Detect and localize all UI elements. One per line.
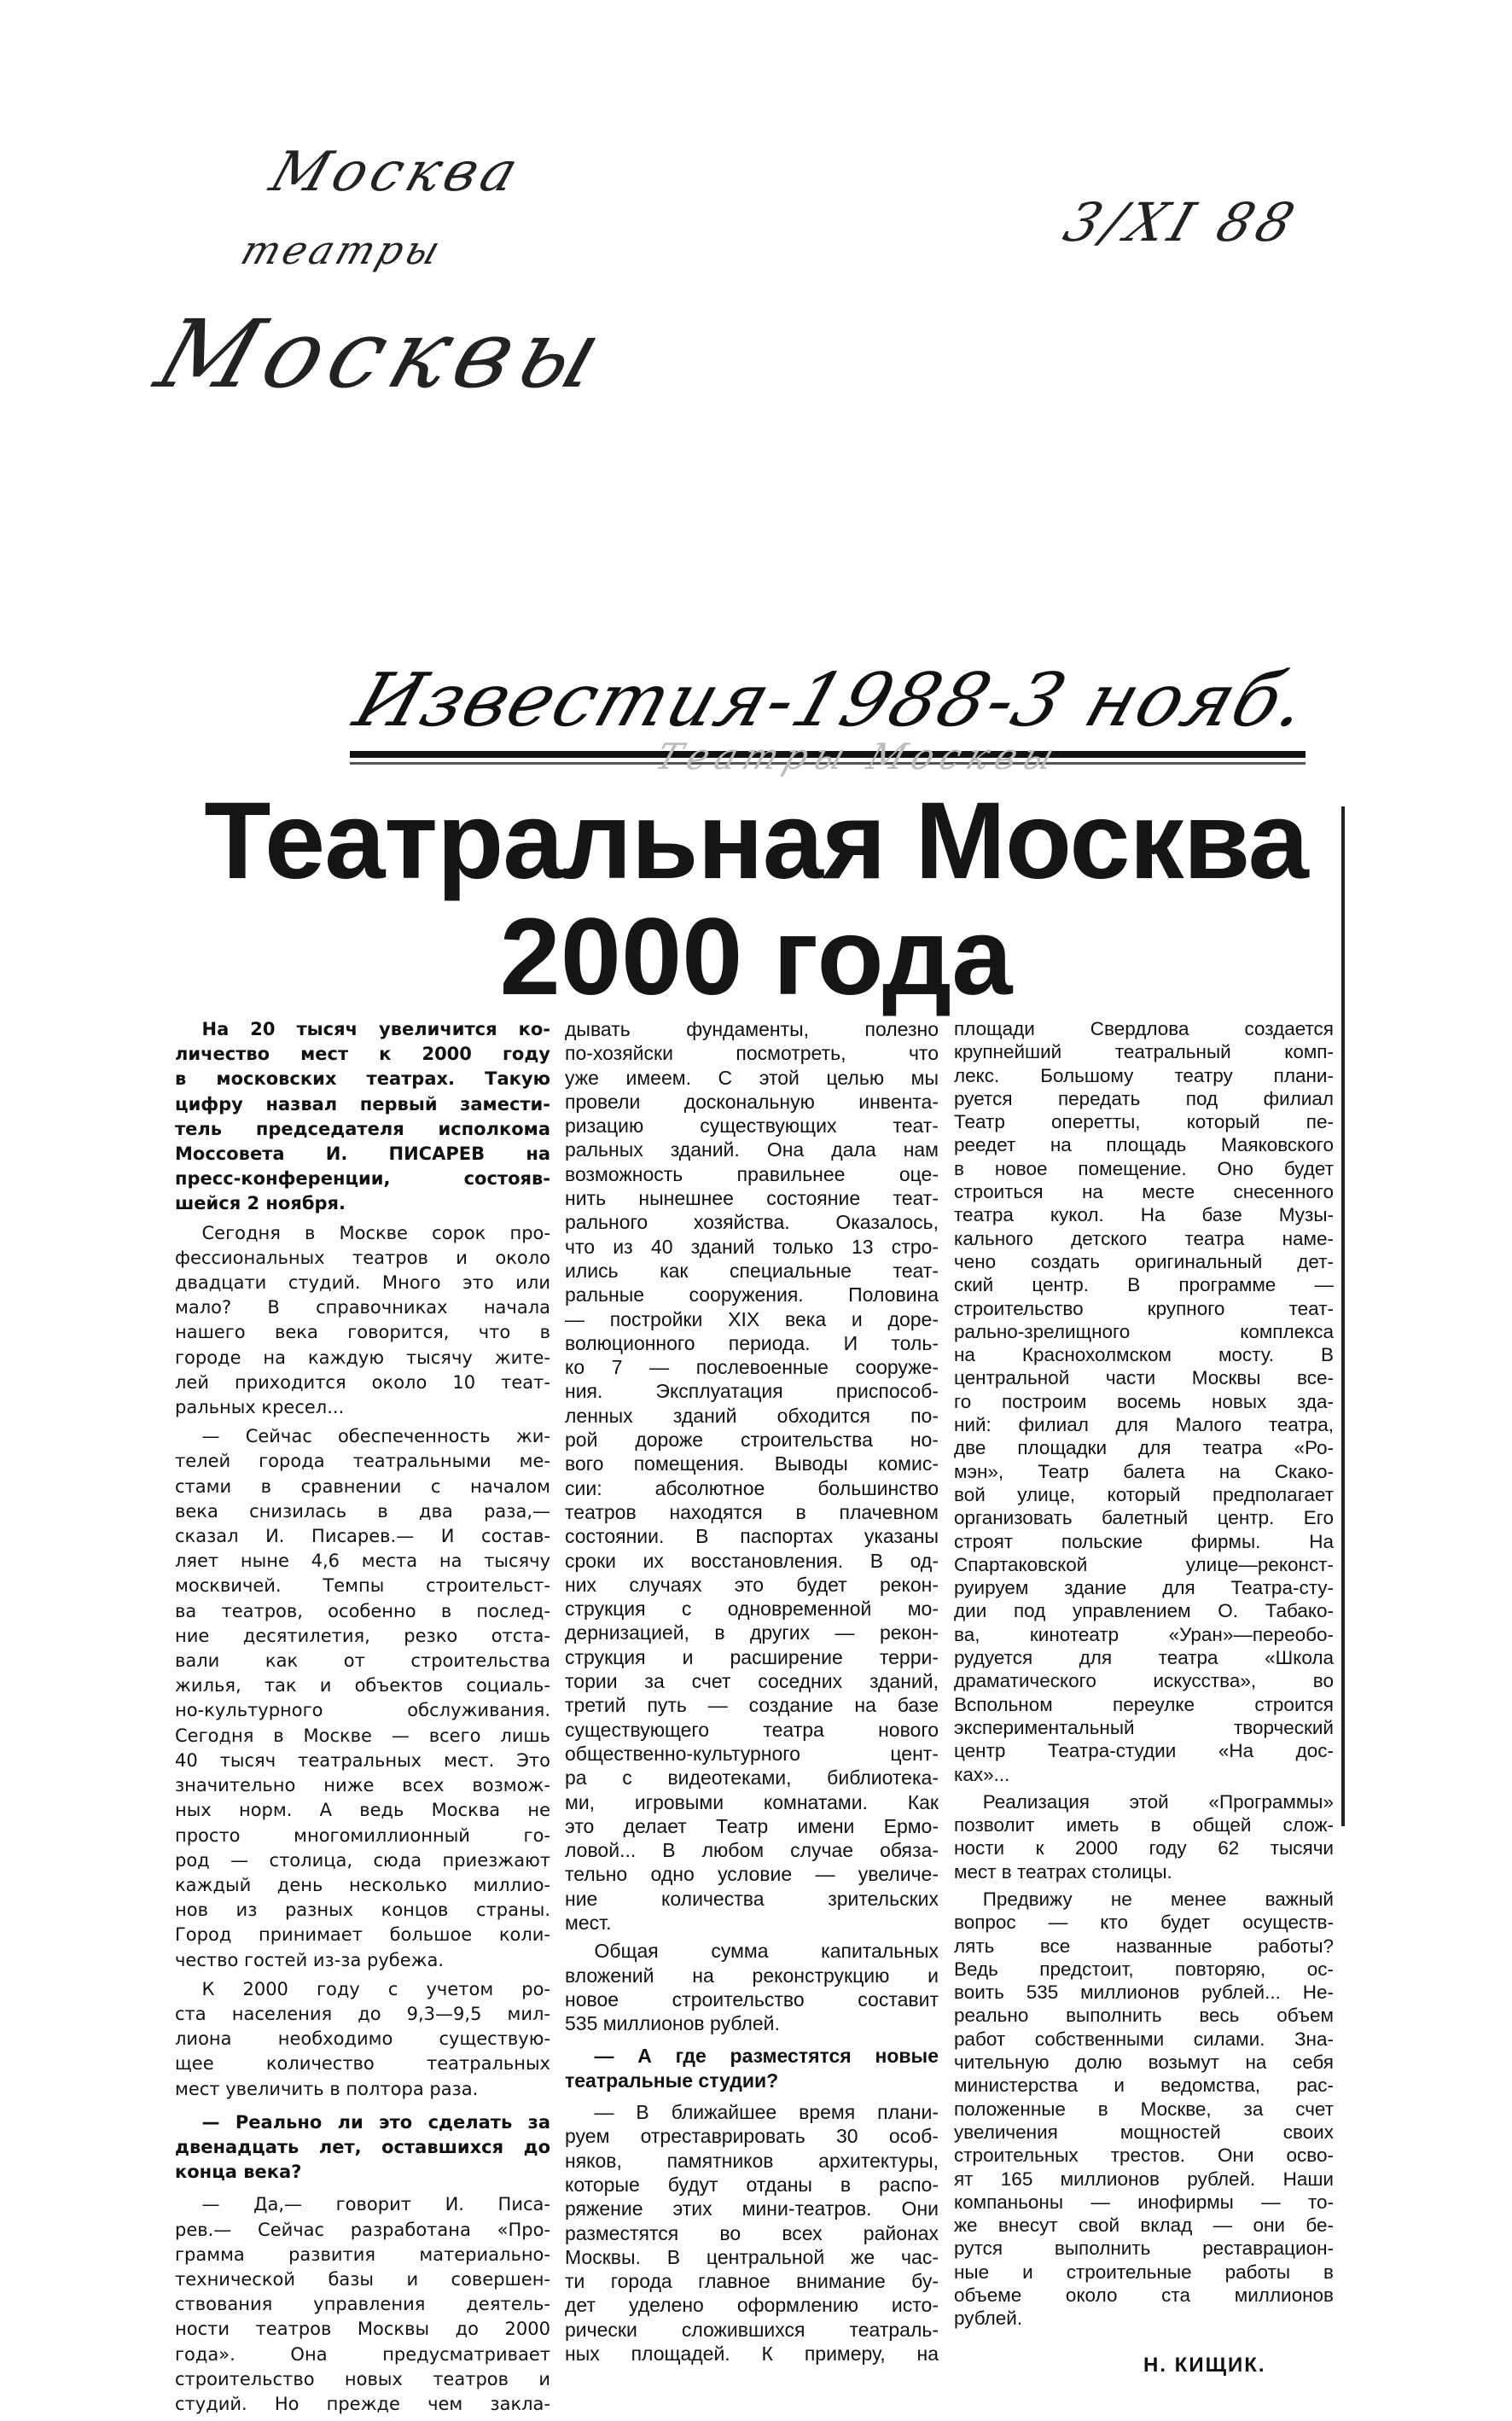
paragraph: [175, 1977, 550, 2102]
paragraph: [954, 1888, 1334, 2331]
text-line: драматического искусства», во: [954, 1670, 1334, 1692]
text-line: две площадки для театра «Ро-: [954, 1437, 1334, 1459]
text-line: крупнейший театральный комп-: [954, 1041, 1334, 1063]
paragraph: [175, 2192, 550, 2417]
text-line: вого помещения. Выводы комис-: [565, 1452, 939, 1475]
text-line: ности к 2000 году 62 тысячи: [954, 1837, 1334, 1859]
handwritten-note-line-3: Москвы: [144, 300, 624, 409]
text-line: Моссовета И. ПИСАРЕВ на: [175, 1144, 550, 1165]
text-line: театров находятся в плачевном: [565, 1500, 939, 1523]
text-line: ние количества зрительских: [565, 1887, 939, 1910]
text-line: руем отреставрировать 30 особ-: [565, 2125, 939, 2148]
text-line: ках»...: [954, 1763, 1010, 1785]
text-line: Ведь предстоит, повторяю, ос-: [954, 1958, 1334, 1980]
text-line: мест увеличить в полтора раза.: [175, 2078, 479, 2099]
text-line: городе на каждую тысячу жите-: [175, 1347, 550, 1368]
paragraph: [954, 1017, 1334, 1786]
text-line: кального детского театра наме-: [954, 1227, 1334, 1249]
text-line: технической базы и совершен-: [175, 2268, 550, 2290]
text-line: каждый день несколько миллио-: [175, 1874, 550, 1895]
text-line: лекс. Большому театру плани-: [954, 1064, 1334, 1086]
text-line: ных площадей. К примеру, на: [565, 2342, 939, 2366]
text-line: нов из разных концов страны.: [175, 1900, 550, 1921]
text-line: строительство крупного теат-: [954, 1297, 1334, 1319]
text-line: ризацию существующих теат-: [565, 1114, 939, 1138]
text-line: но-культурного обслуживания.: [175, 1700, 550, 1721]
text-line: в московских театрах. Такую: [175, 1068, 550, 1090]
text-line: студий. Но прежде чем закла-: [175, 2393, 550, 2414]
text-line: общественно-культурного цент-: [565, 1742, 939, 1765]
text-line: тель председателя исполкома: [175, 1118, 550, 1139]
text-line: позволит иметь в общей слож-: [954, 1814, 1334, 1836]
paragraph: [565, 1939, 939, 2035]
text-line: Сегодня в Москве сорок про-: [201, 1222, 550, 1243]
text-line: них случаях это будет рекон-: [565, 1573, 939, 1596]
text-line: тории за счет соседних зданий,: [565, 1670, 939, 1693]
text-line: ствования управления деятель-: [175, 2294, 550, 2315]
text-line: ились как специальные теат-: [565, 1259, 939, 1282]
text-line: ми, игровыми комнатами. Как: [565, 1790, 939, 1813]
text-line: ные и строительные работы в: [954, 2261, 1334, 2283]
text-line: Предвижу не менее важный: [982, 1888, 1334, 1910]
text-line: личество мест к 2000 году: [175, 1044, 550, 1065]
text-line: на Краснохолмском мосту. В: [954, 1344, 1334, 1366]
text-line: род — столица, сюда приезжают: [175, 1849, 550, 1871]
text-line: ти города главное внимание бу-: [565, 2270, 939, 2293]
text-line: ных норм. А ведь Москва не: [175, 1800, 550, 1821]
text-line: ко 7 — послевоенные сооруже-: [565, 1356, 939, 1379]
handwritten-note-line-2: театры: [236, 227, 450, 273]
text-line: — Реально ли это сделать за: [201, 2111, 550, 2133]
text-line: тельно одно условие — увеличе-: [565, 1863, 939, 1886]
text-line: ний: филиал для Малого театра,: [954, 1414, 1334, 1436]
text-line: дернизацией, в других — рекон-: [565, 1621, 939, 1644]
text-line: третий путь — создание на базе: [565, 1694, 939, 1717]
text-line: сказал И. Писарев.— И состав-: [175, 1526, 550, 1547]
text-line: ния. Эксплуатация приспособ-: [565, 1380, 939, 1403]
text-line: чено создать оригинальный дет-: [954, 1250, 1334, 1272]
text-line: же внесут свой вклад — они бе-: [954, 2214, 1334, 2237]
text-line: пресс-конференции, состояв-: [175, 1168, 550, 1190]
text-line: ра с видеотеками, библиотека-: [565, 1766, 939, 1790]
text-line: ленных зданий обходится по-: [565, 1404, 939, 1427]
article-column-2: [565, 1017, 939, 2370]
text-line: уже имеем. С этой целью мы: [565, 1066, 939, 1089]
text-line: века снизилась в два раза,—: [175, 1500, 550, 1522]
handwritten-source: Известия-1988-3 нояб.: [344, 658, 1321, 743]
text-line: На 20 тысяч увеличится ко-: [201, 1019, 550, 1039]
text-line: нашего века говорится, что в: [175, 1322, 550, 1343]
text-line: рублей.: [954, 2308, 1023, 2330]
text-line: чество гостей из-за рубежа.: [175, 1949, 445, 1970]
text-line: — постройки XIX века и доре-: [565, 1307, 939, 1330]
text-line: Город принимает большое коли-: [175, 1924, 550, 1946]
text-line: 40 тысяч театральных мест. Это: [175, 1749, 550, 1771]
article-title-line-2: 2000 года: [499, 896, 1013, 1018]
text-line: — В ближайшее время плани-: [594, 2101, 939, 2124]
text-line: рически сложившихся театраль-: [565, 2318, 939, 2341]
text-line: дывать фундаменты, полезно: [565, 1018, 939, 1040]
text-line: нить нынешнее состояние теат-: [565, 1187, 939, 1210]
text-line: грамма развития материально-: [175, 2243, 550, 2265]
text-line: ности театров Москвы до 2000: [175, 2319, 550, 2340]
text-line: реедет на площадь Маяковского: [954, 1134, 1334, 1156]
text-line: площади Свердлова создается: [954, 1018, 1334, 1039]
text-line: рудуется для театра «Школа: [954, 1647, 1334, 1669]
text-line: объеме около ста миллионов: [954, 2284, 1334, 2307]
text-line: увеличения мощностей своих: [954, 2121, 1334, 2143]
text-line: центр Театра-студии «На дос-: [954, 1740, 1334, 1762]
text-line: состоянии. В паспортах указаны: [565, 1525, 939, 1548]
text-line: существующего театра нового: [565, 1718, 939, 1741]
text-line: театра кукол. На базе Музы-: [954, 1204, 1334, 1226]
text-line: телей города театральными ме-: [175, 1451, 550, 1472]
text-line: сроки их восстановления. В од-: [565, 1549, 939, 1572]
text-line: возможность правильнее оце-: [565, 1162, 939, 1185]
paragraph: [175, 1424, 550, 1972]
text-line: стами в сравнении с началом: [175, 1475, 550, 1497]
text-line: в новое помещение. Оно будет: [954, 1157, 1334, 1179]
paragraph: [954, 1790, 1334, 1883]
text-line: Общая сумма капитальных: [594, 1940, 939, 1963]
text-line: года». Она предусматривает: [175, 2343, 550, 2365]
clipping-edge-line: [1341, 806, 1345, 1826]
text-line: ляет ныне 4,6 места на тысячу: [175, 1551, 550, 1572]
interview-question: [175, 2110, 550, 2185]
text-line: ральных кресел...: [175, 1397, 345, 1418]
text-line: центральной части Москвы все-: [954, 1367, 1334, 1389]
text-line: рально-зрелищного комплекса: [954, 1320, 1334, 1342]
text-line: министерства и ведомства, рас-: [954, 2075, 1334, 2097]
paragraph: [175, 1221, 550, 1421]
text-line: руируем здание для Театра-сту-: [954, 1577, 1334, 1599]
text-line: руется передать под филиал: [954, 1087, 1334, 1109]
text-line: значительно ниже всех возмож-: [175, 1775, 550, 1796]
text-line: реально выполнить весь объем: [954, 2005, 1334, 2027]
text-line: рального хозяйства. Оказалось,: [565, 1211, 939, 1234]
text-line: мало? В справочниках начала: [175, 1297, 550, 1318]
text-line: Москвы. В центральной же час-: [565, 2245, 939, 2268]
text-line: конца века?: [175, 2162, 302, 2183]
article-column-3: [954, 1017, 1334, 2335]
text-line: рой дороже строительства но-: [565, 1429, 939, 1452]
text-line: сии: абсолютное большинство: [565, 1476, 939, 1499]
text-line: строительство новых театров и: [175, 2368, 550, 2389]
text-line: жилья, так и объектов социаль-: [175, 1675, 550, 1696]
text-line: Спартаковской улице—реконст-: [954, 1553, 1334, 1575]
text-line: театральные студии?: [565, 2069, 779, 2092]
text-line: рутся выполнить реставрацион-: [954, 2238, 1334, 2260]
text-line: москвичей. Темпы строительст-: [175, 1575, 550, 1597]
text-line: вопрос — кто будет осуществ-: [954, 1912, 1334, 1934]
text-line: ста населения до 9,3—9,5 мил-: [175, 2003, 550, 2024]
interview-question: [565, 2044, 939, 2092]
text-line: струкция с одновременной мо-: [565, 1598, 939, 1621]
text-line: дет уделено оформлению исто-: [565, 2294, 939, 2317]
handwritten-date: 3/XI 88: [1056, 191, 1307, 253]
text-line: работ собственными силами. Зна-: [954, 2028, 1334, 2050]
author-signature: Н. КИЩИК.: [1143, 2354, 1266, 2377]
text-line: компаньоны — инофирмы — то-: [954, 2191, 1334, 2213]
text-line: дии под управлением О. Табако-: [954, 1600, 1334, 1622]
text-line: которые будут отданы в распо-: [565, 2173, 939, 2196]
text-line: ва театров, особенно в послед-: [175, 1600, 550, 1621]
text-line: ние десятилетия, резко отста-: [175, 1625, 550, 1646]
text-line: по-хозяйски посмотреть, что: [565, 1042, 939, 1065]
text-line: двенадцать лет, оставшихся до: [175, 2136, 550, 2157]
text-line: вой улице, который предполагает: [954, 1483, 1334, 1505]
text-line: го построим восемь новых зда-: [954, 1390, 1334, 1412]
text-line: мэн», Театр балета на Скако-: [954, 1460, 1334, 1482]
text-line: экспериментальный творческий: [954, 1716, 1334, 1738]
text-line: — Сейчас обеспеченность жи-: [201, 1426, 550, 1447]
paragraph: [565, 1017, 939, 1935]
text-line: няков, памятников архитектуры,: [565, 2149, 939, 2172]
text-line: лей приходится около 10 теат-: [175, 1371, 550, 1393]
text-line: — Да,— говорит И. Писа-: [201, 2194, 550, 2215]
text-line: вали как от строительства: [175, 1650, 550, 1672]
text-line: ловой... В любом случае обяза-: [565, 1839, 939, 1862]
text-line: Реализация этой «Программы»: [982, 1790, 1334, 1813]
text-line: рев.— Сейчас разработана «Про-: [175, 2219, 550, 2240]
text-line: щее количество театральных: [175, 2053, 550, 2075]
article-title-line-1: Театральная Москва: [204, 780, 1308, 902]
text-line: ральные сооружения. Половина: [565, 1283, 939, 1307]
text-line: шейся 2 ноября.: [175, 1193, 346, 1214]
text-line: строительных трестов. Они осво-: [954, 2145, 1334, 2167]
text-line: провели доскональную инвента-: [565, 1090, 939, 1113]
text-line: струкция и расширение терри-: [565, 1645, 939, 1668]
text-line: лиона необходимо существую-: [175, 2028, 550, 2050]
text-line: мест в театрах столицы.: [954, 1860, 1172, 1883]
text-line: чительную долю возьмут на себя: [954, 2051, 1334, 2074]
text-line: что из 40 зданий только 13 стро-: [565, 1235, 939, 1258]
handwritten-title-note: Театры Москвы: [650, 736, 1067, 777]
article-column-1: [175, 1017, 550, 2421]
text-line: Театр оперетты, который пе-: [954, 1111, 1334, 1133]
text-line: 535 миллионов рублей.: [565, 2012, 780, 2035]
text-line: разместятся во всех районах: [565, 2221, 939, 2244]
text-line: двадцати студий. Много это или: [175, 1272, 550, 1294]
text-line: ский центр. В программе —: [954, 1274, 1334, 1296]
text-line: Вспольном переулке строится: [954, 1693, 1334, 1715]
text-line: ят 165 миллионов рублей. Наши: [954, 2168, 1334, 2190]
text-line: организовать балетный центр. Его: [954, 1507, 1334, 1529]
paragraph: [565, 2100, 939, 2366]
text-line: положенные в Москве, за счет: [954, 2098, 1334, 2120]
text-line: волюционного периода. И толь-: [565, 1331, 939, 1354]
text-line: строят польские фирмы. На: [954, 1530, 1334, 1552]
text-line: Сегодня в Москве — всего лишь: [175, 1725, 550, 1746]
text-line: ряжение этих мини-театров. Они: [565, 2197, 939, 2220]
text-line: — А где разместятся новые: [594, 2045, 939, 2068]
text-line: цифру назвал первый замести-: [175, 1093, 550, 1114]
text-line: воить 535 миллионов рублей... Не-: [954, 1982, 1334, 2004]
handwritten-note-line-1: Москва: [262, 141, 531, 204]
text-line: новое строительство составит: [565, 1987, 939, 2011]
text-line: строиться на месте снесенного: [954, 1181, 1334, 1203]
text-line: К 2000 году с учетом ро-: [201, 1978, 550, 1999]
lead-paragraph: [175, 1017, 550, 1217]
text-line: мест.: [565, 1911, 612, 1934]
text-line: ва, кинотеатр «Уран»—переобо-: [954, 1623, 1334, 1645]
text-line: вложений на реконструкцию и: [565, 1964, 939, 1987]
text-line: ральных зданий. Она дала нам: [565, 1138, 939, 1161]
text-line: это делает Театр имени Ермо-: [565, 1814, 939, 1837]
text-line: просто многомиллионный го-: [175, 1824, 550, 1846]
text-line: фессиональных театров и около: [175, 1247, 550, 1268]
text-line: лять все названные работы?: [954, 1935, 1334, 1957]
